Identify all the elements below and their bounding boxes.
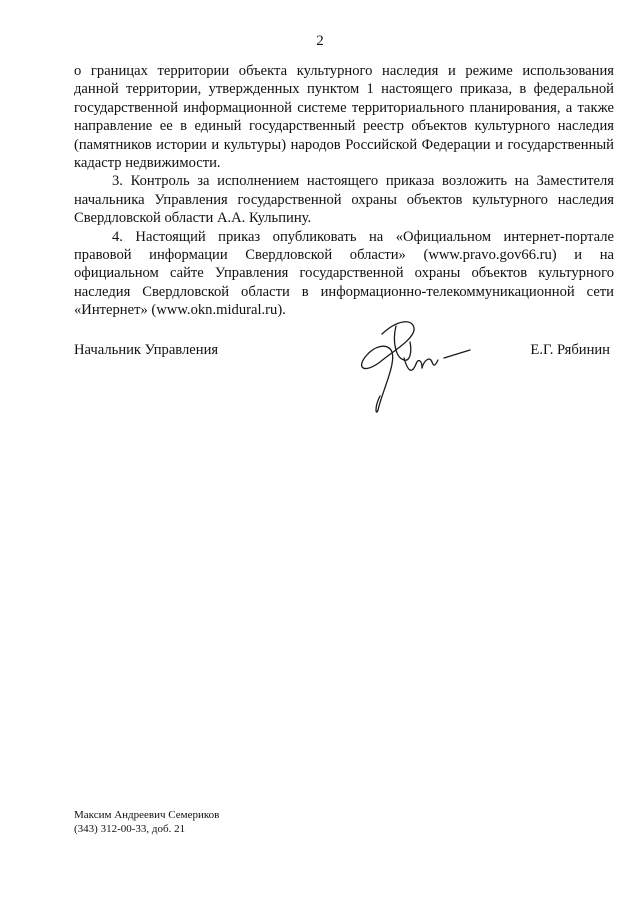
paragraph-4: 4. Настоящий приказ опубликовать на «Официальном интернет-портале правовой информации Свердловской области» (www.pravo.gov66.ru) и на официальном сайте Управления государственной охраны объектов культурного наследия Свердловской области в информационно-телекоммуникационной сети «Интернет» (www.okn.midural.ru). [74, 228, 614, 319]
signatory-name: Е.Г. Рябинин [530, 342, 610, 358]
document-body [74, 62, 614, 320]
signatory-title: Начальник Управления [74, 342, 219, 358]
handwritten-signature [352, 312, 482, 422]
paragraph-continuation: о границах территории объекта культурного наследия и режиме использования данной территории, утвержденных пунктом 1 настоящего приказа, в федеральной государственной информационной системе территориального планирования, а также направление ее в единый государственный реестр объектов культурного наследия (памятников истории и культуры) народов Российской Федерации и государственный кадастр недвижимости. [74, 63, 614, 172]
executor-name: Максим Андреевич Семериков [74, 809, 220, 821]
signature-block [74, 342, 614, 362]
paragraph-3: 3. Контроль за исполнением настоящего приказа возложить на Заместителя начальника Управления государственной охраны объектов культурного наследия Свердловской области А.А. Кульпину. [74, 173, 614, 227]
executor-info [74, 808, 219, 836]
page-number: 2 [316, 33, 324, 49]
executor-phone: (343) 312-00-33, доб. 21 [74, 823, 186, 835]
